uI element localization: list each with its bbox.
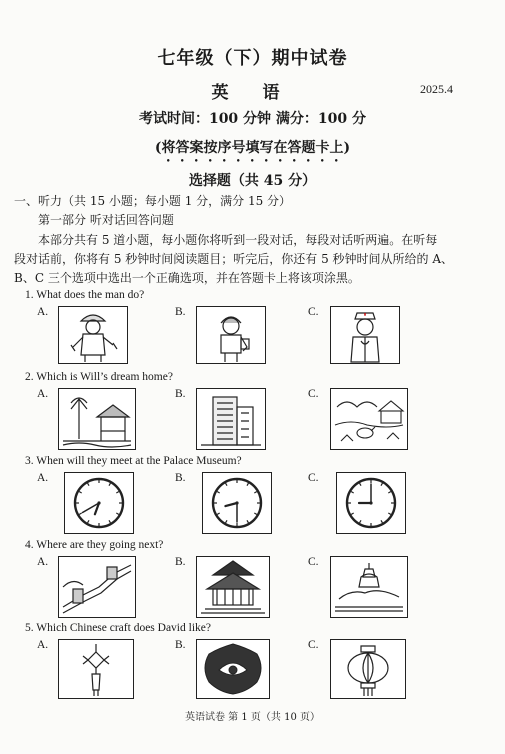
question-4 <box>25 539 163 551</box>
option-label: C. <box>308 306 319 318</box>
question-text: When will they meet at the Palace Museum? <box>36 455 242 467</box>
exam-date: 2025.4 <box>420 82 453 96</box>
great-wall-image <box>58 556 136 618</box>
option-label: A. <box>37 639 49 651</box>
question-1 <box>25 289 144 301</box>
clock-image <box>336 472 406 534</box>
clock-center <box>369 501 372 504</box>
student-boy-image <box>196 306 266 364</box>
option-label: A. <box>37 388 49 400</box>
farm-house-image <box>330 388 408 450</box>
question-text: Which is Will’s dream home? <box>36 371 173 383</box>
option-label: B. <box>175 306 186 318</box>
clock-center <box>97 501 100 504</box>
option-label: B. <box>175 388 186 400</box>
question-number: 5. <box>25 622 34 634</box>
paper-cutting-image <box>196 639 270 699</box>
question-text: Which Chinese craft does David like? <box>36 622 211 634</box>
lantern-image <box>330 639 406 699</box>
exam-title: 七年级（下）期中试卷 <box>157 48 348 69</box>
instructions-line-3: B、C 三个选项中选出一个正确选项，并在答题卡上将该项涂黑。 <box>14 271 360 285</box>
option-label: C. <box>308 472 319 484</box>
clock-center <box>235 501 238 504</box>
section-title: 选择题（共 45 分） <box>188 173 317 189</box>
construction-worker-image <box>58 306 128 364</box>
temple-of-heaven-image <box>196 556 270 618</box>
option-label: C. <box>308 639 319 651</box>
clock-image <box>202 472 272 534</box>
option-label: A. <box>37 556 49 568</box>
apartment-building-image <box>196 388 266 450</box>
option-label: C. <box>308 556 319 568</box>
part-one-subheading: 第一部分 听对话回答问题 <box>38 213 174 227</box>
option-label: B. <box>175 472 186 484</box>
chinese-knot-image <box>58 639 134 699</box>
instructions-line-2: 段对话前，你将有 5 秒钟时间阅读题目；听完后，你还有 5 秒钟时间从所给的 A、 <box>14 252 454 266</box>
beihai-park-image <box>330 556 408 618</box>
question-3 <box>25 455 242 467</box>
option-label: B. <box>175 639 186 651</box>
question-number: 1. <box>25 289 34 301</box>
beach-hut-image <box>58 388 136 450</box>
answer-instruction: (将答案按序号填写在答题卡上) <box>154 140 351 156</box>
question-text: Where are they going next? <box>36 539 164 551</box>
doctor-image <box>330 306 400 364</box>
question-number: 3. <box>25 455 34 467</box>
option-label: A. <box>37 472 49 484</box>
option-label: A. <box>37 306 49 318</box>
question-number: 2. <box>25 371 34 383</box>
instructions-line-1: 本部分共有 5 道小题，每小题你将听到一段对话，每段对话听两遍。在听每 <box>38 233 438 247</box>
option-label: C. <box>308 388 319 400</box>
question-2 <box>25 371 173 383</box>
subject-title: 英 语 <box>211 83 294 103</box>
clock-image <box>64 472 134 534</box>
exam-timing: 考试时间：100 分钟 满分：100 分 <box>138 111 367 127</box>
part-one-heading: 一、听力（共 15 小题；每小题 1 分，满分 15 分） <box>14 194 292 208</box>
question-text: What does the man do? <box>36 289 145 301</box>
page-footer: 英语试卷 第 1 页（共 10 页） <box>185 712 320 723</box>
option-label: B. <box>175 556 186 568</box>
question-number: 4. <box>25 539 34 551</box>
question-5 <box>25 622 211 634</box>
